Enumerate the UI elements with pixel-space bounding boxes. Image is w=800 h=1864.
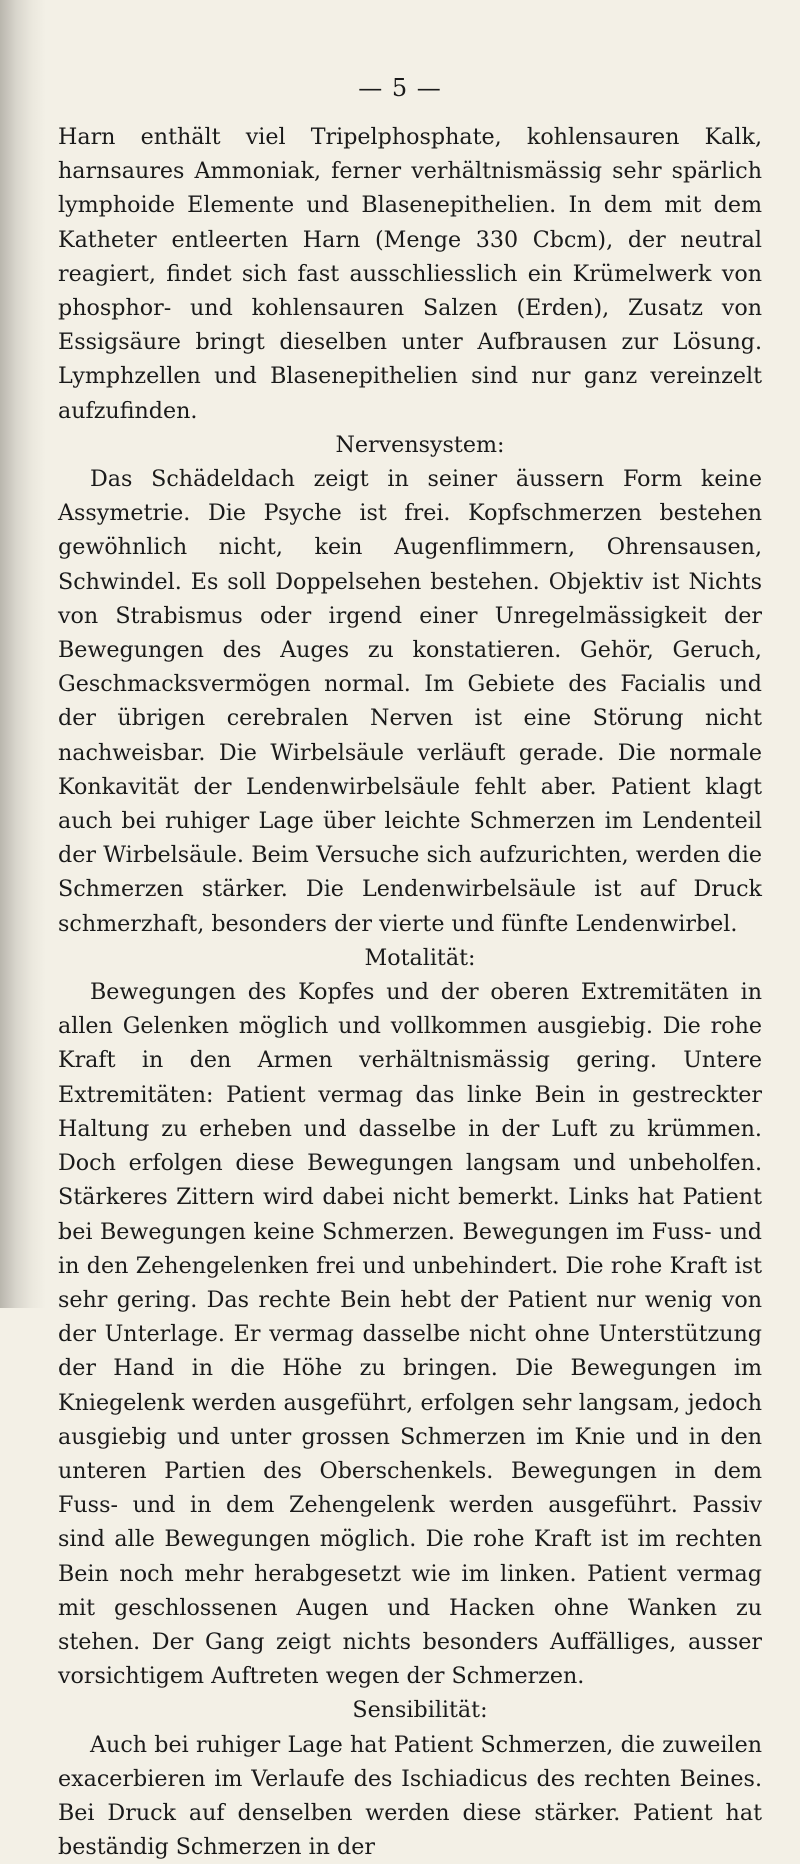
- page-binding-shadow: [0, 0, 46, 1308]
- section-heading-motalitaet: Motalität:: [364, 944, 476, 971]
- paragraph-motility: Bewegungen des Kopfes und der oberen Extremitäten in allen Gelenken möglich und vollkommen ausgiebig. Die rohe Kraft in den Armen verhältnismässig gering. Untere Extremitäten: Patient vermag das linke Bein in gestreckter Haltung zu erheben und dasselbe in der Luft zu krümmen. Doch erfolgen diese Bewegungen langsam und unbeholfen. Stärkeres Zittern wird dabei nicht bemerkt. Links hat Patient bei Bewegungen keine Schmerzen. Bewegungen im Fuss- und in den Zehengelenken frei und unbehindert. Die rohe Kraft ist sehr gering. Das rechte Bein hebt der Patient nur wenig von der Unterlage. Er vermag dasselbe nicht ohne Unterstützung der Hand in die Höhe zu bringen. Die Bewegungen im Kniegelenk werden ausgeführt, erfolgen sehr langsam, jedoch ausgiebig und unter grossen Schmerzen im Knie und in den unteren Partien des Oberschenkels. Bewegungen in dem Fuss- und in dem Zehengelenk werden ausgeführt. Passiv sind alle Bewegungen möglich. Die rohe Kraft ist im rechten Bein noch mehr herabgesetzt wie im linken. Patient vermag mit geschlossenen Augen und Hacken ohne Wanken zu stehen. Der Gang zeigt nichts besonders Auffälliges, ausser vorsichtigem Auftreten wegen der Schmerzen.: [58, 979, 762, 1690]
- paragraph-nervous-system: Das Schädeldach zeigt in seiner äussern Form keine Assymetrie. Die Psyche ist frei. Kopfschmerzen bestehen gewöhnlich nicht, kein Augenflimmern, Ohrensausen, Schwindel. Es soll Doppelsehen bestehen. Objektiv ist Nichts von Strabismus oder irgend einer Unregelmässigkeit der Bewegungen des Auges zu konstatieren. Gehör, Geruch, Geschmacksvermögen normal. Im Gebiete des Facialis und der übrigen cerebralen Nerven ist eine Störung nicht nachweisbar. Die Wirbelsäule verläuft gerade. Die normale Konkavität der Lendenwirbelsäule fehlt aber. Patient klagt auch bei ruhiger Lage über leichte Schmerzen im Lendenteil der Wirbelsäule. Beim Versuche sich aufzurichten, werden die Schmerzen stärker. Die Lendenwirbelsäule ist auf Druck schmerzhaft, besonders der vierte und fünfte Lendenwirbel.: [58, 466, 762, 937]
- page-body: [58, 120, 762, 1864]
- paragraph-urine-findings: Harn enthält viel Tripelphosphate, kohlensauren Kalk, harnsaures Ammoniak, ferner verhältnismässig sehr spärlich lymphoide Elemente und Blasenepithelien. In dem mit dem Katheter entleerten Harn (Menge 330 Cbcm), der neutral reagiert, findet sich fast ausschliesslich ein Krümelwerk von phosphor- und kohlensauren Salzen (Erden), Zusatz von Essigsäure bringt dieselben unter Aufbrausen zur Lösung. Lymphzellen und Blasenepithelien sind nur ganz vereinzelt aufzufinden.: [58, 124, 762, 424]
- paragraph-sensibility: Auch bei ruhiger Lage hat Patient Schmerzen, die zuweilen exacerbieren im Verlaufe des Ischiadicus des rechten Beines. Bei Druck auf denselben werden diese stärker. Patient hat beständig Schmerzen in der: [58, 1731, 762, 1861]
- page-number: — 5 —: [358, 74, 442, 102]
- section-heading-nervensystem: Nervensystem:: [335, 431, 505, 458]
- section-heading-sensibilitaet: Sensibilität:: [352, 1697, 488, 1724]
